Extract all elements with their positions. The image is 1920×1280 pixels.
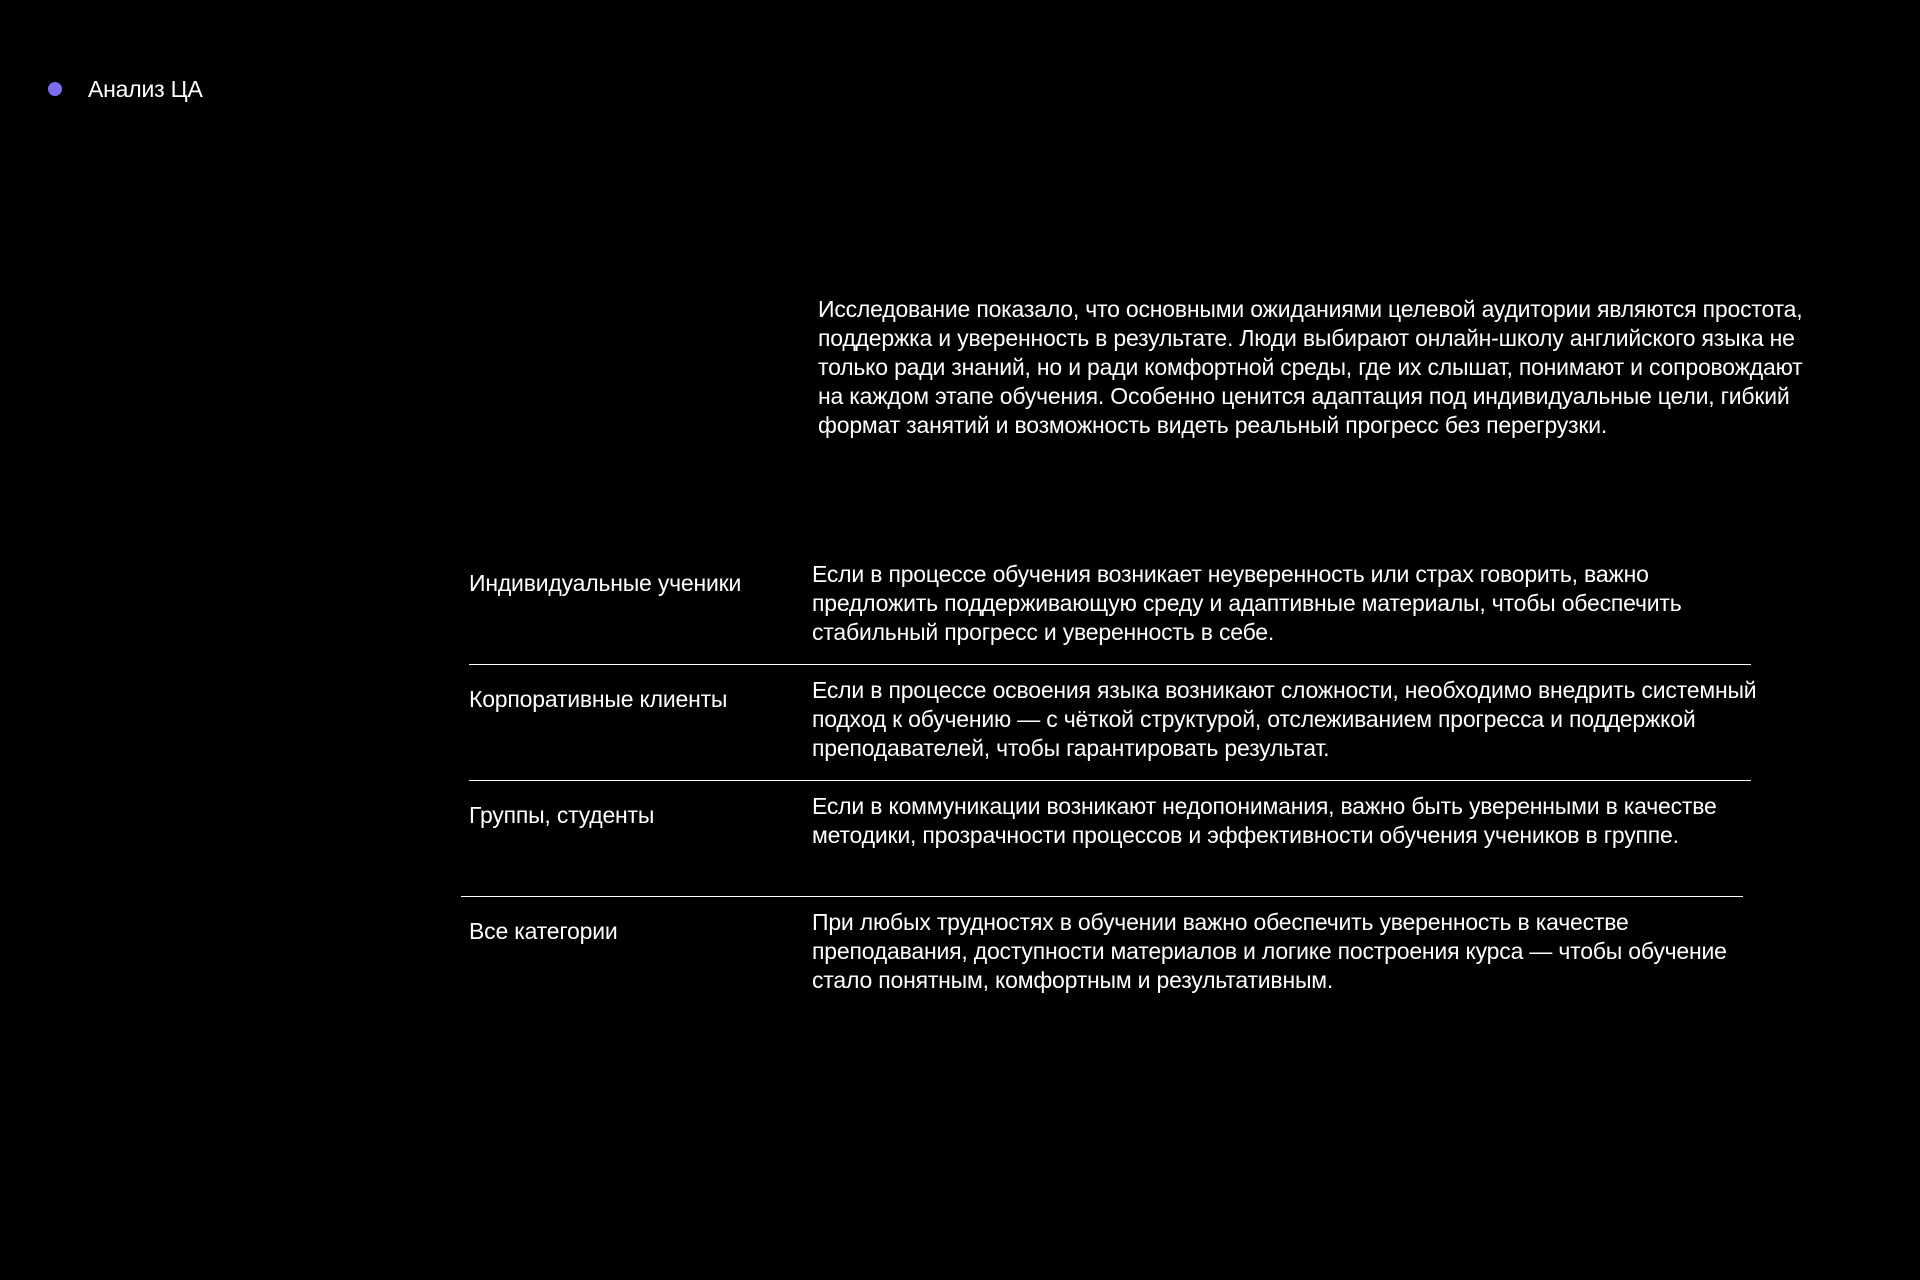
segment-name: Группы, студенты	[469, 802, 655, 828]
segment-row	[469, 908, 1769, 1024]
section-label	[48, 74, 203, 104]
segment-description: При любых трудностях в обучении важно обеспечить уверенность в качестве преподавания, доступности материалов и логике построения курса — чтобы обучение стало понятным, комфортным и результативным.	[812, 909, 1727, 993]
segment-description: Если в процессе обучения возникает неуверенность или страх говорить, важно предложить поддерживающую среду и адаптивные материалы, чтобы обеспечить стабильный прогресс и уверенность в себе.	[812, 561, 1682, 645]
segment-name: Индивидуальные ученики	[469, 570, 742, 596]
intro-paragraph: Исследование показало, что основными ожиданиями целевой аудитории являются простота, поддержка и уверенность в результате. Люди выбирают онлайн-школу английского языка не только ради знаний, но и ради комфортной среды, где их слышат, понимают и сопровождают на каждом этапе обучения. Особенно ценится адаптация под индивидуальные цели, гибкий формат занятий и возможность видеть реальный прогресс без перегрузки.	[818, 296, 1803, 438]
segment-row	[469, 676, 1769, 792]
segment-row	[469, 792, 1769, 908]
bullet-dot-icon	[48, 82, 62, 96]
segment-name: Корпоративные клиенты	[469, 686, 728, 712]
segment-description: Если в процессе освоения языка возникают сложности, необходимо внедрить системный подход к обучению — с чёткой структурой, отслеживанием прогресса и поддержкой преподавателей, чтобы гарантировать результат.	[812, 677, 1757, 761]
segment-name: Все категории	[469, 918, 618, 944]
audience-segments-table	[469, 560, 1769, 1024]
section-title: Анализ ЦА	[88, 76, 203, 102]
segment-description: Если в коммуникации возникают недопонимания, важно быть уверенными в качестве методики, прозрачности процессов и эффективности обучения учеников в группе.	[812, 793, 1717, 848]
segment-row	[469, 560, 1769, 676]
